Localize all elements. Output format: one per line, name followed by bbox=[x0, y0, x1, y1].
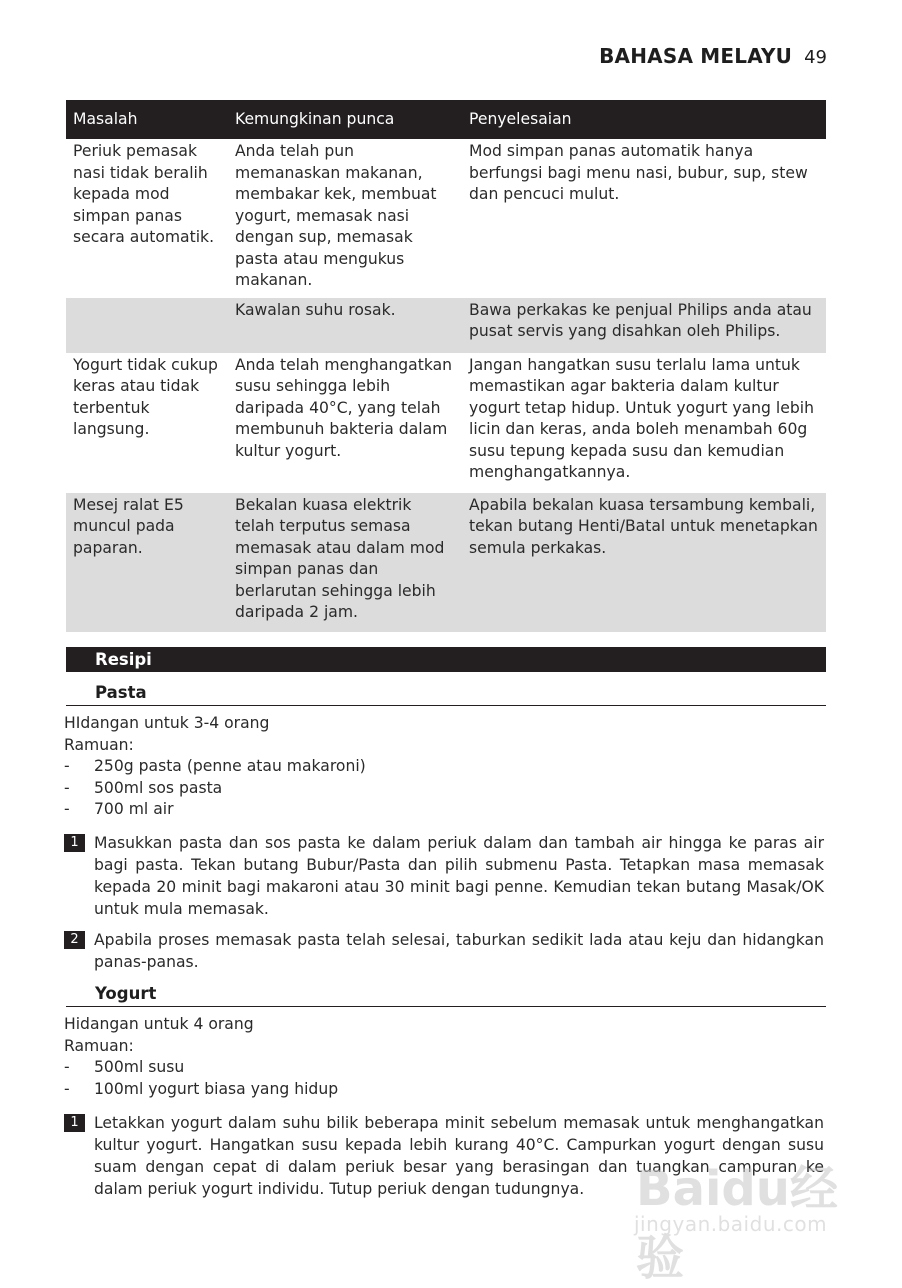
pasta-step-1 bbox=[64, 832, 824, 920]
list-item bbox=[64, 756, 824, 778]
problem-cell: Yogurt tidak cukup keras atau tidak terbentuk langsung. bbox=[73, 355, 218, 438]
baidu-watermark bbox=[630, 1150, 860, 1286]
step-number: 1 bbox=[64, 834, 85, 852]
problem-cell: Periuk pemasak nasi tidak beralih kepada mod simpan panas secara automatik. bbox=[73, 142, 215, 246]
column-header: Masalah bbox=[66, 100, 228, 139]
ingredients-label: Ramuan: bbox=[64, 735, 134, 754]
pasta-heading: Pasta bbox=[66, 679, 826, 706]
servings-text: HIdangan untuk 3-4 orang bbox=[64, 714, 270, 732]
list-item bbox=[64, 1079, 824, 1101]
step-number: 2 bbox=[64, 931, 85, 949]
solution-cell: Jangan hangatkan susu terlalu lama untuk memastikan agar bakteria dalam kultur yogurt tetap hidup. Untuk yogurt yang lebih licin dan keras, anda boleh menambah 60g susu tepung kepada susu dan kemudian menghangatkannya. bbox=[469, 355, 814, 481]
table-row bbox=[66, 353, 826, 493]
cause-cell: Bekalan kuasa elektrik telah terputus semasa memasak atau dalam mod simpan panas dan berlarutan sehingga lebih daripada 2 jam. bbox=[228, 493, 462, 632]
step-text: Letakkan yogurt dalam suhu bilik beberapa minit sebelum memasak untuk menghangatkan kultur yogurt. Hangatkan susu kepada lebih kurang 40°C. Campurkan yogurt dengan susu suam dengan cepat di dalam periuk besar yang berasingan dan tuangkan campuran ke dalam periuk yogurt individu. Tutup periuk dengan tudungnya. bbox=[94, 1114, 824, 1198]
pasta-step-2 bbox=[64, 929, 824, 973]
table-row bbox=[66, 139, 826, 298]
cause-cell: Anda telah pun memanaskan makanan, membakar kek, membuat yogurt, memasak nasi dengan sup, memasak pasta atau mengukus makanan. bbox=[235, 142, 437, 289]
problem-cell bbox=[66, 298, 228, 353]
yogurt-ingredients bbox=[64, 1014, 824, 1100]
yogurt-heading: Yogurt bbox=[66, 980, 826, 1007]
pasta-ingredients bbox=[64, 713, 824, 821]
list-dash: - bbox=[64, 1079, 70, 1098]
solution-cell: Bawa perkakas ke penjual Philips anda atau pusat servis yang disahkan oleh Philips. bbox=[462, 298, 826, 353]
watermark-url: jingyan.baidu.com bbox=[634, 1212, 828, 1236]
list-dash: - bbox=[64, 800, 70, 818]
cause-cell: Kawalan suhu rosak. bbox=[228, 298, 462, 353]
ingredient-text: 500ml susu bbox=[94, 1058, 185, 1076]
problem-cell: Mesej ralat E5 muncul pada paparan. bbox=[66, 493, 228, 632]
ingredient-text: 500ml sos pasta bbox=[94, 778, 223, 797]
list-dash: - bbox=[64, 757, 70, 775]
table-row bbox=[66, 493, 826, 632]
step-text: Apabila proses memasak pasta telah selesai, taburkan sedikit lada atau keju dan hidangkan panas-panas. bbox=[94, 931, 824, 971]
language-title: BAHASA MELAYU bbox=[599, 44, 793, 68]
recipes-heading: Resipi bbox=[66, 647, 826, 672]
ingredient-text: 100ml yogurt biasa yang hidup bbox=[94, 1079, 339, 1098]
page-number: 49 bbox=[804, 47, 827, 68]
table-row bbox=[66, 298, 826, 353]
solution-cell: Apabila bekalan kuasa tersambung kembali, tekan butang Henti/Batal untuk menetapkan semula perkakas. bbox=[462, 493, 826, 632]
page-header bbox=[0, 44, 827, 68]
list-item bbox=[64, 799, 824, 821]
list-dash: - bbox=[64, 778, 70, 797]
ingredients-label: Ramuan: bbox=[64, 1036, 134, 1055]
ingredient-text: 700 ml air bbox=[94, 800, 174, 818]
list-item bbox=[64, 1057, 824, 1079]
column-header: Kemungkinan punca bbox=[228, 100, 462, 139]
servings-text: Hidangan untuk 4 orang bbox=[64, 1015, 254, 1033]
step-number: 1 bbox=[64, 1114, 85, 1132]
troubleshooting-table bbox=[66, 100, 826, 632]
list-dash: - bbox=[64, 1058, 70, 1076]
cause-cell: Anda telah menghangatkan susu sehingga lebih daripada 40°C, yang telah membunuh bakteria dalam kultur yogurt. bbox=[235, 355, 453, 460]
table-header-row bbox=[66, 100, 826, 139]
column-header: Penyelesaian bbox=[462, 100, 826, 139]
step-text: Masukkan pasta dan sos pasta ke dalam periuk dalam dan tambah air hingga ke paras air bagi pasta. Tekan butang Bubur/Pasta dan pilih submenu Pasta. Tetapkan masa memasak kepada 20 minit bagi makaroni atau 30 minit bagi penne. Kemudian tekan butang Masak/OK untuk mula memasak. bbox=[94, 834, 824, 918]
ingredient-text: 250g pasta (penne atau makaroni) bbox=[94, 757, 366, 775]
watermark-logo: Baidu经验 bbox=[636, 1161, 838, 1286]
list-item bbox=[64, 778, 824, 800]
solution-cell: Mod simpan panas automatik hanya berfungsi bagi menu nasi, bubur, sup, stew dan pencuci mulut. bbox=[469, 142, 808, 203]
